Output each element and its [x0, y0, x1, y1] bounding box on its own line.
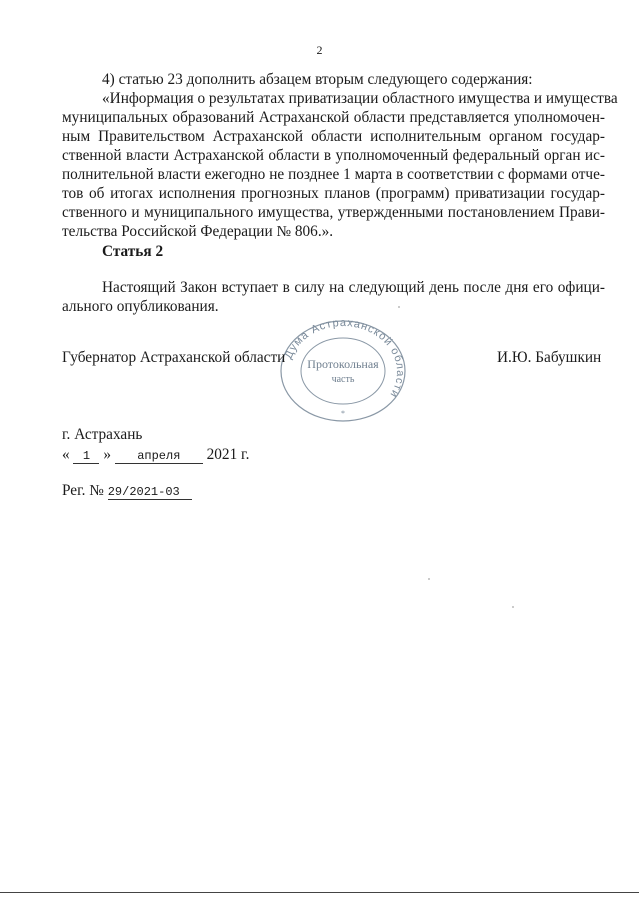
- registration-line: [62, 483, 192, 500]
- article-heading: Статья 2: [102, 243, 164, 260]
- amendment-item-4: 4) статью 23 дополнить абзацем вторым следующего содержания:: [102, 71, 533, 88]
- page-bottom-edge: [0, 892, 639, 893]
- article-text-line: Настоящий Закон вступает в силу на следующий день после дня его офици-: [102, 279, 605, 296]
- svg-text:*: *: [341, 409, 345, 418]
- place-of-signing: г. Астрахань: [62, 426, 143, 443]
- paragraph-line: ственного и муниципального имущества, утвержденными постановлением Прави-: [62, 204, 605, 221]
- scan-speck: [398, 306, 400, 308]
- official-stamp: [268, 316, 418, 426]
- date-day: 1: [73, 449, 99, 464]
- paragraph-line: ственной власти Астраханской области в уполномоченный федеральный орган ис-: [62, 147, 605, 164]
- page-number: 2: [316, 43, 323, 57]
- stamp-ring-text: Дума Астраханской области: [282, 316, 407, 401]
- paragraph-line: тов об итогах исполнения прогнозных планов (программ) приватизации государ-: [62, 185, 605, 202]
- paragraph-line: муниципальных образований Астраханской области представляется уполномочен-: [62, 109, 605, 126]
- paragraph-line: полнительной власти ежегодно не позднее 1 марта в соответствии с формами отче-: [62, 166, 605, 183]
- date-month: апреля: [115, 449, 203, 464]
- article-text-line: ального опубликования.: [62, 298, 219, 315]
- stamp-center-line1: Протокольная: [307, 357, 379, 371]
- date-close-quote: »: [103, 446, 111, 463]
- scan-speck: [512, 606, 514, 608]
- signatory-name: И.Ю. Бабушкин: [497, 349, 602, 366]
- registration-label: Рег. №: [62, 482, 104, 499]
- paragraph-line: ным Правительством Астраханской области исполнительным органом государ-: [62, 128, 605, 145]
- date-open-quote: «: [62, 446, 70, 463]
- registration-number: 29/2021-03: [108, 485, 192, 500]
- date-year: 2021 г.: [206, 446, 250, 463]
- signing-date: [62, 447, 249, 464]
- stamp-center-line2: часть: [331, 374, 355, 385]
- paragraph-line: тельства Российской Федерации № 806.».: [62, 223, 334, 240]
- scan-speck: [428, 578, 430, 580]
- paragraph-line: «Информация о результатах приватизации областного имущества и имущества: [102, 90, 618, 107]
- signatory-title: Губернатор Астраханской области: [62, 349, 286, 366]
